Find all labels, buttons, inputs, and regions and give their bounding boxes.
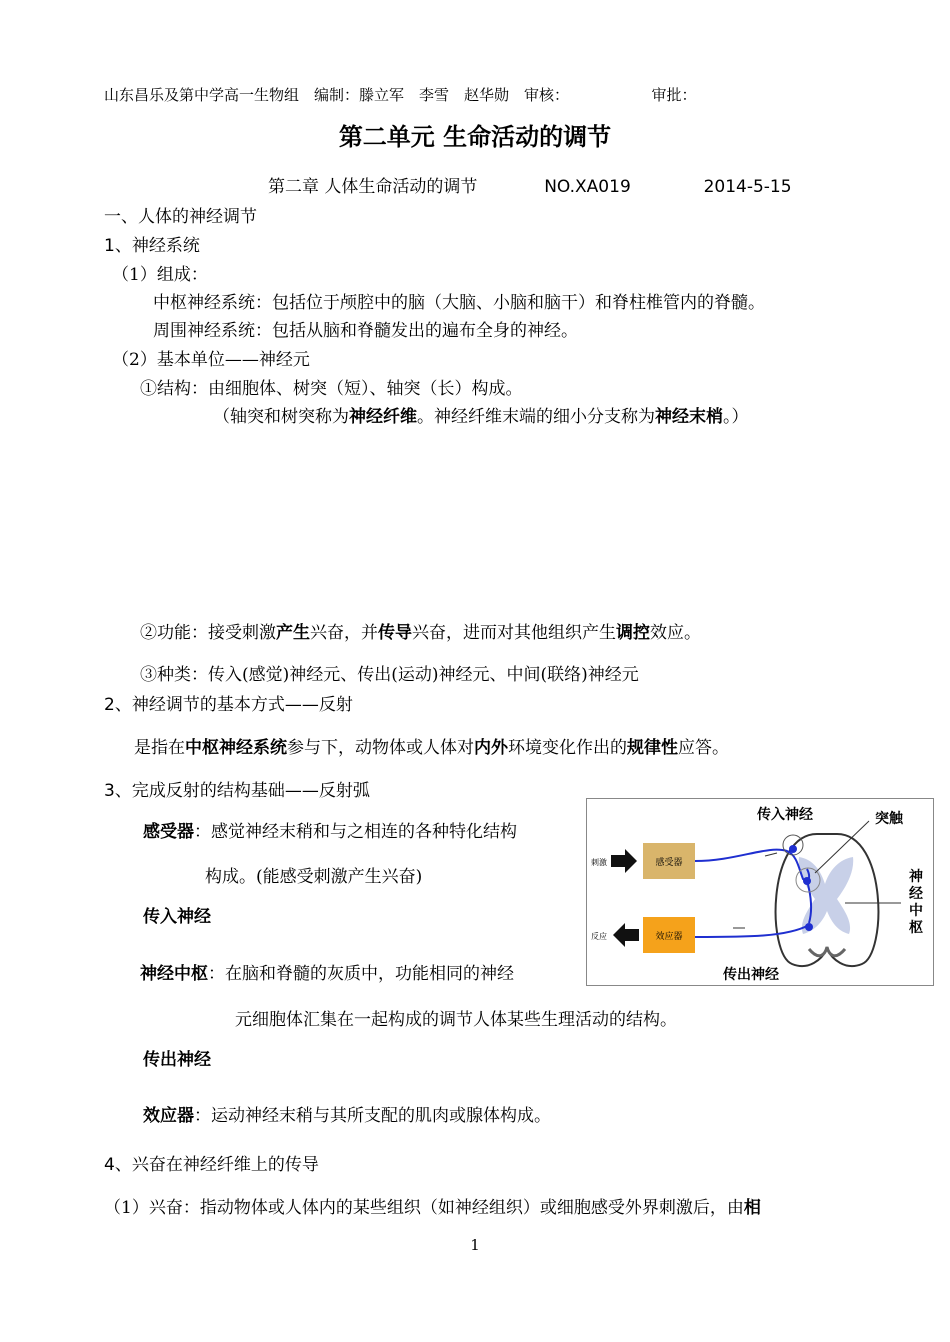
func-text: 效应。: [650, 623, 701, 643]
chapter-line: [268, 172, 792, 197]
chapter-name: 第二章 人体生命活动的调节: [268, 177, 478, 197]
note-text: 。）: [723, 407, 749, 427]
afferent-nerve-term: 传入神经: [143, 907, 211, 927]
func-text: 兴奋，进而对其他组织产生: [412, 623, 616, 643]
central-nervous-system: 中枢神经系统：包括位于颅腔中的脑（大脑、小脑和脑干）和脊柱椎管内的脊髓。: [153, 293, 765, 313]
nerve-ending-term: 神经末梢: [655, 407, 723, 427]
composition-label: （1）组成：: [112, 265, 208, 285]
def-text: 参与下，动物体或人体对: [287, 738, 474, 758]
center-label-vertical: [909, 868, 923, 936]
receptor-box-label: 感受器: [655, 858, 683, 868]
nerve-fiber-term: 神经纤维: [349, 407, 417, 427]
response-arrow-icon: [613, 923, 639, 947]
afferent-nerve-label: 传入神经: [757, 807, 813, 823]
excitation-text: （1）兴奋：指动物体或人体内的某些组织（如神经组织）或细胞感受外界刺激后，由: [104, 1198, 744, 1218]
func-text: 兴奋，并: [310, 623, 378, 643]
nerve-center-term: 神经中枢: [140, 964, 208, 984]
receptor-line-2: 构成。(能感受刺激产生兴奋): [205, 867, 423, 887]
header-line: 山东昌乐及第中学高一生物组 编制：滕立军 李雪 赵华勋 审核： 审批：: [104, 86, 697, 104]
effector-box-label: 效应器: [655, 932, 683, 942]
page-title: 第二单元 生命活动的调节: [338, 123, 612, 151]
reflex-definition: [134, 733, 729, 758]
stimulus-label: 刺激: [591, 858, 607, 867]
effector-text: ：运动神经末稍与其所支配的肌肉或腺体构成。: [194, 1106, 551, 1126]
receptor-text: ：感觉神经末稍和与之相连的各种特化结构: [194, 822, 517, 842]
inner-outer-term: 内外: [474, 738, 508, 758]
chapter-number: NO.XA019: [544, 177, 631, 197]
response-label: 反应: [591, 932, 607, 941]
subsection-heading: 2、神经调节的基本方式——反射: [104, 695, 353, 715]
page-number: 1: [470, 1236, 480, 1254]
effector-line: [143, 1101, 551, 1126]
center-line: [140, 959, 514, 984]
synapse-node: [803, 877, 811, 885]
afferent-direction-icon: [765, 853, 777, 856]
receptor-term: 感受器: [143, 822, 194, 842]
section-heading: 一、人体的神经调节: [104, 207, 257, 227]
basic-unit-label: （2）基本单位——神经元: [112, 350, 310, 370]
peripheral-nervous-system: 周围神经系统：包括从脑和脊髓发出的遍布全身的神经。: [153, 321, 578, 341]
regularity-term: 规律性: [627, 738, 678, 758]
nerve-center-char: 枢: [909, 920, 923, 936]
center-text: ：在脑和脊髓的灰质中，功能相同的神经: [208, 964, 514, 984]
def-text: 应答。: [678, 738, 729, 758]
conduct-term: 传导: [378, 623, 412, 643]
efferent-nerve-term: 传出神经: [143, 1050, 211, 1070]
nerve-center-char: 神: [909, 869, 923, 885]
neuron-structure: ①结构：由细胞体、树突（短）、轴突（长）构成。: [140, 379, 523, 399]
nerve-center-label: [909, 868, 923, 936]
def-text: 环境变化作出的: [508, 738, 627, 758]
regulate-term: 调控: [616, 623, 650, 643]
neuron-note: [213, 402, 749, 427]
note-text: （轴突和树突称为: [213, 407, 349, 427]
center-line-2: 元细胞体汇集在一起构成的调节人体某些生理活动的结构。: [235, 1010, 677, 1030]
neuron-types: ③种类：传入(感觉)神经元、传出(运动)神经元、中间(联络)神经元: [140, 665, 639, 685]
motor-neuron-node: [805, 923, 813, 931]
reflex-arc-diagram: [586, 798, 934, 986]
chapter-date: 2014-5-15: [703, 177, 792, 197]
efferent-nerve-label: 传出神经: [723, 967, 779, 983]
receptor-line: [143, 817, 517, 842]
afferent-ganglion: [789, 845, 797, 853]
effector-term: 效应器: [143, 1106, 194, 1126]
excitation-term: 相: [743, 1198, 761, 1218]
produce-term: 产生: [276, 623, 310, 643]
neuron-function: [140, 618, 701, 643]
subsection-heading: 3、完成反射的结构基础——反射弧: [104, 781, 370, 801]
subsection-heading: 4、兴奋在神经纤维上的传导: [104, 1155, 319, 1175]
cns-term: 中枢神经系统: [185, 738, 287, 758]
synapse-label: 突触: [875, 811, 903, 827]
excitation-definition: [104, 1193, 761, 1218]
func-text: ②功能：接受刺激: [140, 623, 276, 643]
stimulus-arrow-icon: [611, 849, 637, 873]
note-text: 。神经纤维末端的细小分支称为: [417, 407, 655, 427]
nerve-center-char: 中: [909, 903, 923, 919]
reflex-arc-svg: [587, 799, 933, 985]
nerve-center-char: 经: [909, 886, 923, 902]
def-text: 是指在: [134, 738, 185, 758]
subsection-heading: 1、神经系统: [104, 236, 200, 256]
